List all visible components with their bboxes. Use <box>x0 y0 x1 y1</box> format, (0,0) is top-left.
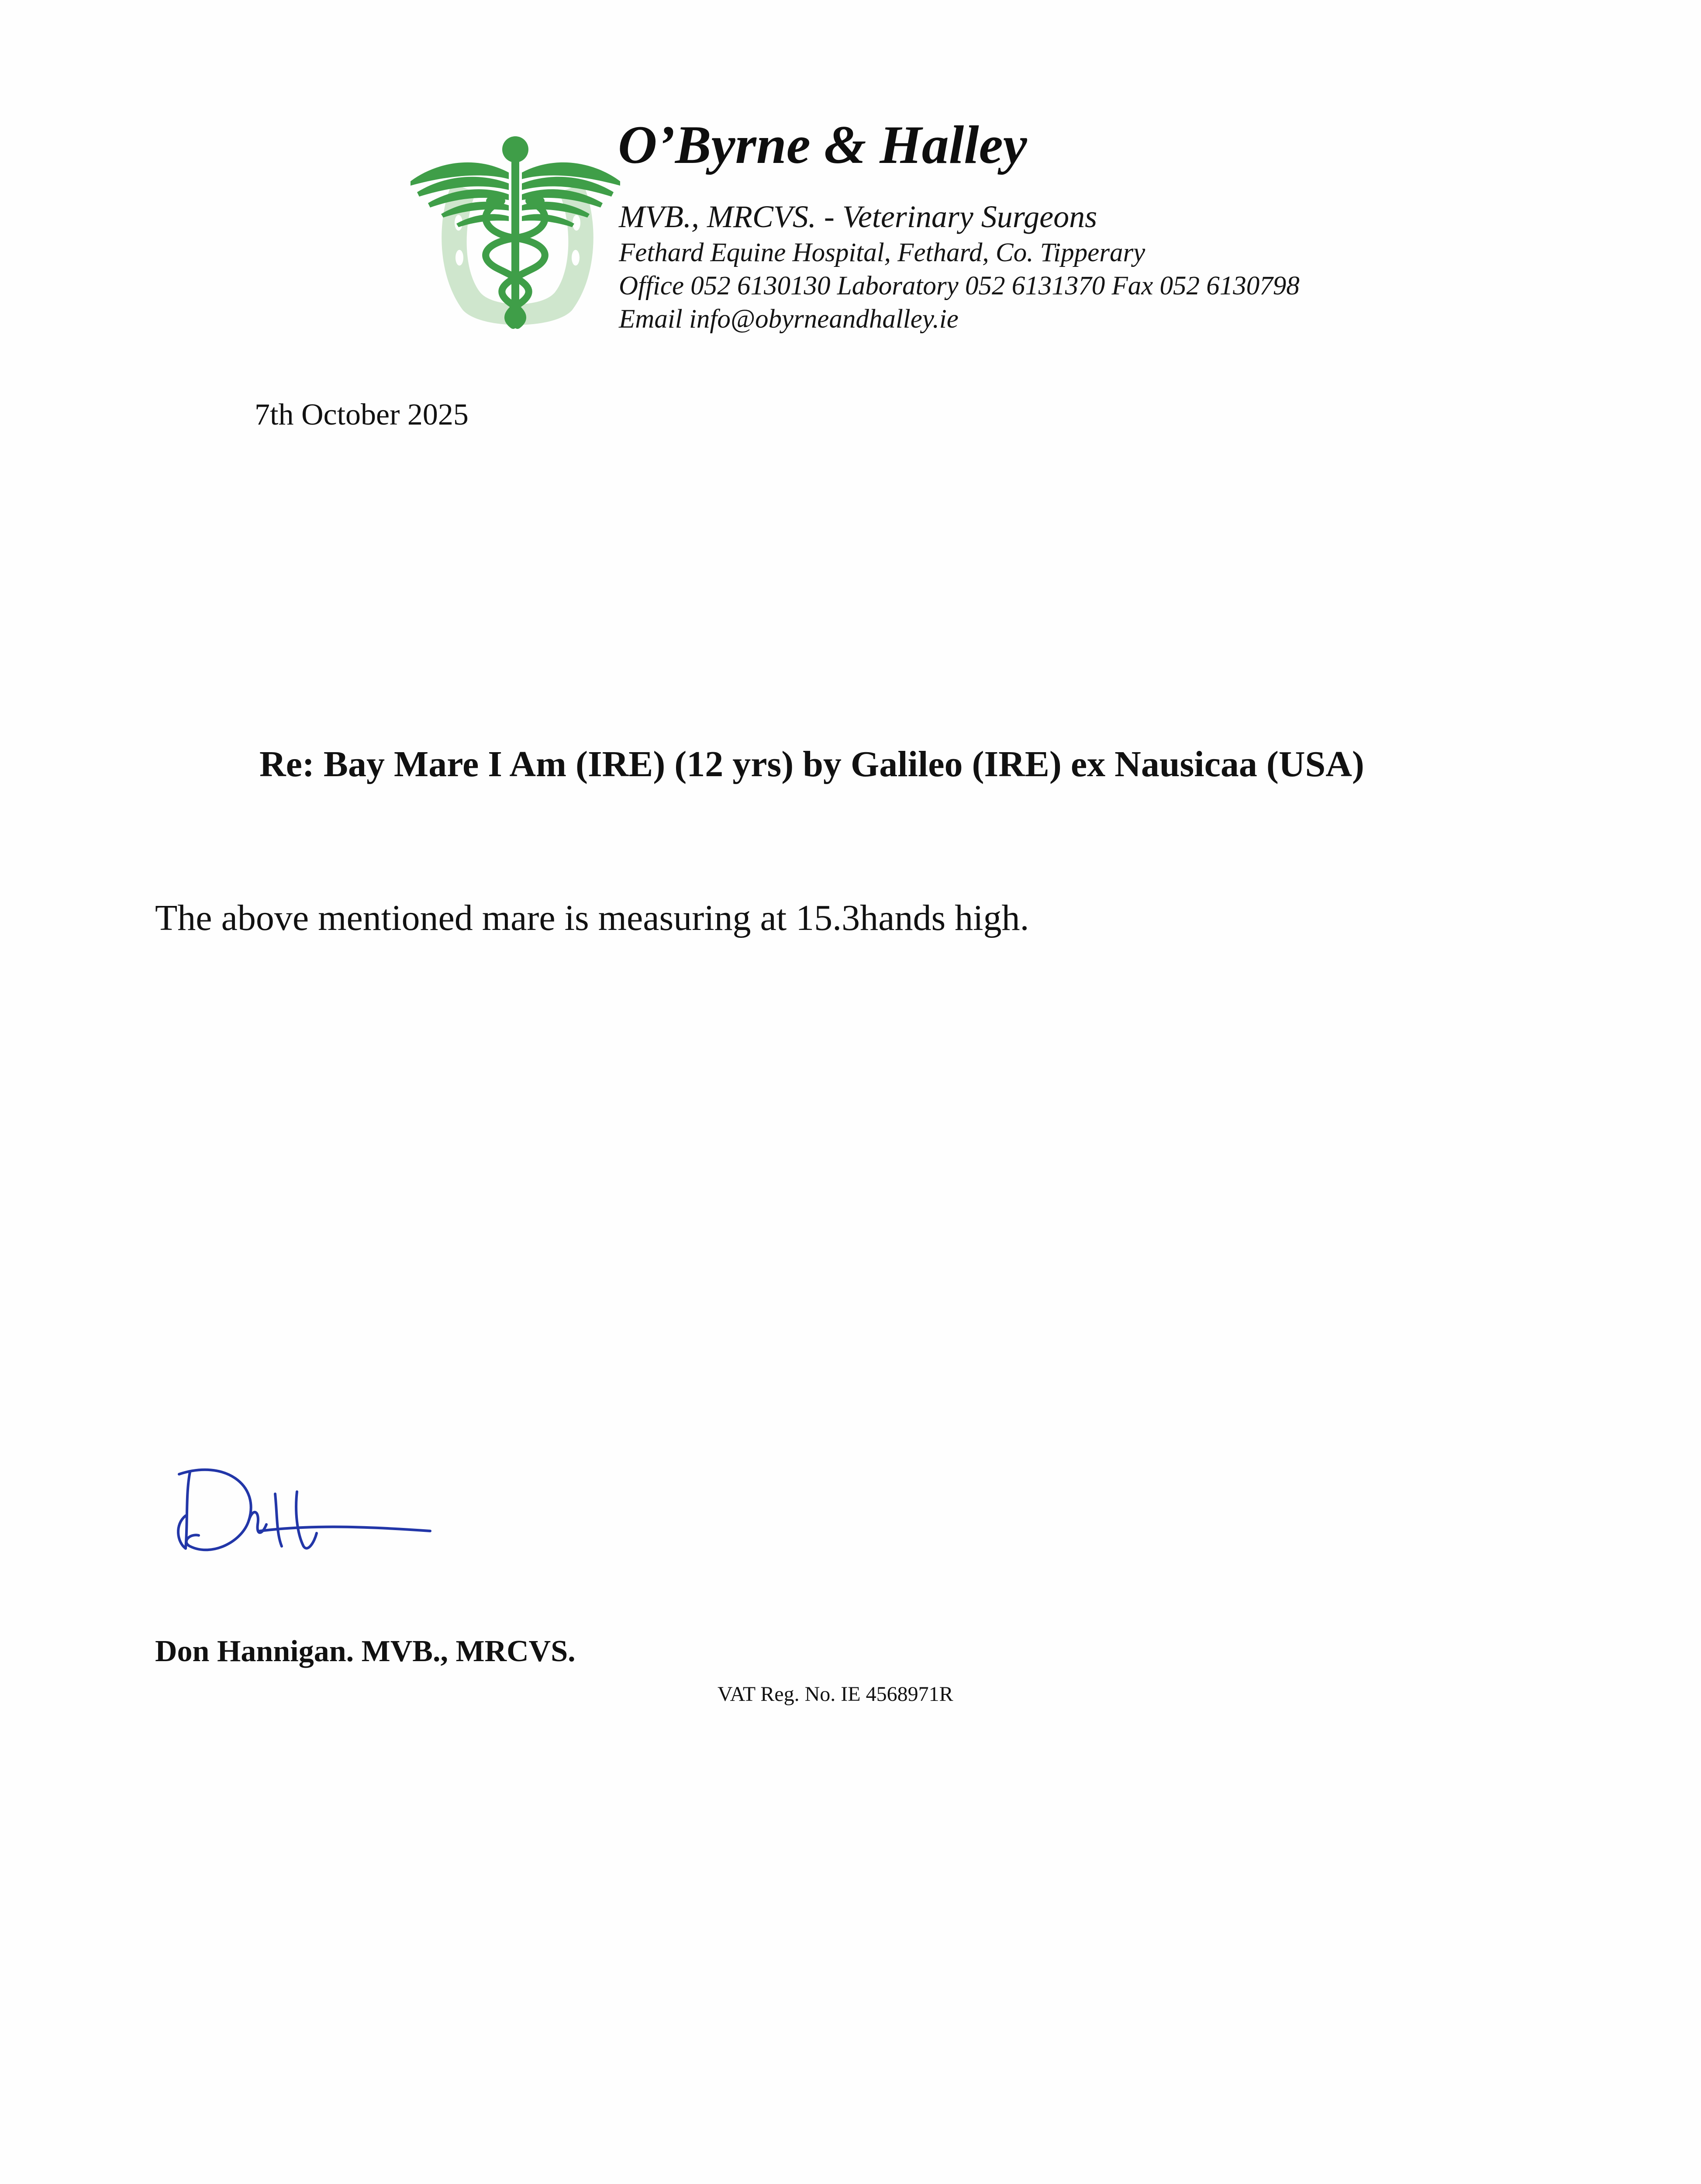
caduceus-horseshoe-icon <box>411 131 620 332</box>
firm-name: O’Byrne & Halley <box>618 115 1027 175</box>
letter-body: The above mentioned mare is measuring at 15.3hands high. <box>155 898 1029 938</box>
firm-qualifications: MVB., MRCVS. - Veterinary Surgeons <box>619 199 1097 234</box>
vat-registration: VAT Reg. No. IE 4568971R <box>718 1683 953 1706</box>
firm-email: Email info@obyrneandhalley.ie <box>619 304 959 334</box>
letter-date: 7th October 2025 <box>255 398 469 432</box>
signatory-name: Don Hannigan. MVB., MRCVS. <box>155 1635 576 1668</box>
handwritten-signature-icon <box>173 1459 435 1564</box>
firm-phone-numbers: Office 052 6130130 Laboratory 052 6131370 Fax 052 6130798 <box>619 271 1300 301</box>
firm-address: Fethard Equine Hospital, Fethard, Co. Tipperary <box>619 238 1146 267</box>
letter-subject: Re: Bay Mare I Am (IRE) (12 yrs) by Galileo (IRE) ex Nausicaa (USA) <box>259 744 1364 784</box>
